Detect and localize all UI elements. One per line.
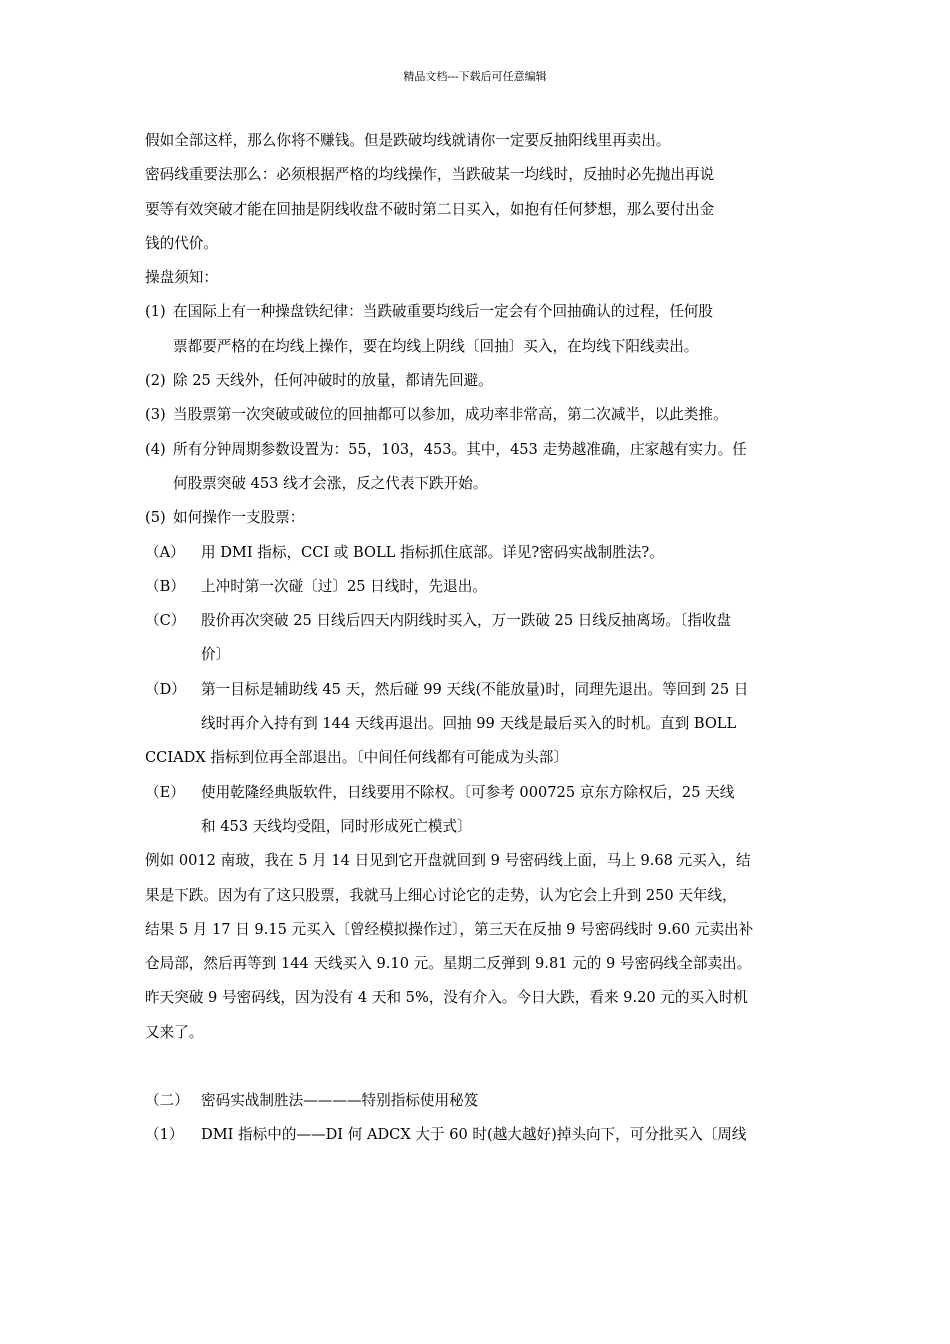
item-number: (1) bbox=[145, 303, 166, 321]
item-text: 除 25 天线外，任何冲破时的放量，都请先回避。 bbox=[173, 372, 493, 390]
item-text-continued: 线时再介入持有到 144 天线再退出。回抽 99 天线是最后买入的时机。直到 BOLL bbox=[201, 715, 737, 733]
paragraph: 假如全部这样，那么你将不赚钱。但是跌破均线就请你一定要反抽阳线里再卖出。 bbox=[145, 132, 671, 149]
item-number: (3) bbox=[145, 406, 166, 424]
section-heading: 操盘须知： bbox=[145, 269, 218, 287]
numbered-item bbox=[145, 295, 810, 329]
numbered-item bbox=[145, 433, 810, 467]
example-paragraph-line: 又来了。 bbox=[145, 1023, 204, 1041]
item-text-continued: 票都要严格的在均线上操作，要在均线上阴线〔回抽〕买入，在均线下阳线卖出。 bbox=[173, 337, 699, 355]
section-title-text: 密码实战制胜法————特别指标使用秘笈 bbox=[201, 1092, 479, 1110]
item-letter: （D） bbox=[145, 680, 186, 698]
item-text: 使用乾隆经典版软件，日线要用不除权。〔可参考 000725 京东方除权后，25 天线 bbox=[201, 783, 735, 801]
item-letter: （A） bbox=[145, 543, 185, 561]
numbered-item bbox=[145, 398, 810, 432]
lettered-item bbox=[145, 536, 810, 570]
item-text-continued: 何股票突破 453 线才会涨，反之代表下跌开始。 bbox=[173, 474, 488, 492]
item-number: (5) bbox=[145, 509, 166, 527]
section-number: （二） bbox=[145, 1092, 189, 1110]
item-number: (2) bbox=[145, 372, 166, 390]
item-text-continued: CCIADX 指标到位再全部退出。〔中间任何线都有可能成为头部〕 bbox=[145, 749, 568, 767]
example-paragraph-line: 昨天突破 9 号密码线，因为没有 4 天和 5%，没有介入。今日大跌，看来 9.20 元的买入时机 bbox=[145, 989, 748, 1007]
item-text: 用 DMI 指标，CCI 或 BOLL 指标抓住底部。详见?密码实战制胜法?。 bbox=[201, 543, 664, 561]
item-text: 第一目标是辅助线 45 天，然后碰 99 天线(不能放量)时，同理先退出。等回到 25 日 bbox=[201, 680, 749, 698]
lettered-item bbox=[145, 570, 810, 604]
numbered-item bbox=[145, 364, 810, 398]
page-header: 精品文档---下载后可任意编辑 bbox=[403, 70, 547, 83]
numbered-item bbox=[145, 1118, 810, 1152]
item-text: 如何操作一支股票： bbox=[173, 509, 305, 527]
item-text-continued: 价〕 bbox=[201, 646, 231, 664]
example-paragraph-line: 例如 0012 南玻，我在 5 月 14 日见到它开盘就回到 9 号密码线上面，马上 9.68 元买入，结 bbox=[145, 852, 751, 870]
lettered-item bbox=[145, 673, 810, 707]
item-text: 在国际上有一种操盘铁纪律：当跌破重要均线后一定会有个回抽确认的过程，任何股 bbox=[173, 303, 713, 321]
item-text: DMI 指标中的——DI 何 ADCX 大于 60 时(越大越好)掉头向下，可分批买入〔周线 bbox=[201, 1126, 747, 1144]
numbered-item bbox=[145, 501, 810, 535]
item-text: 股价再次突破 25 日线后四天内阴线时买入，万一跌破 25 日线反抽离场。〔指收盘 bbox=[201, 612, 731, 630]
document-body bbox=[145, 124, 810, 1153]
example-paragraph-line: 结果 5 月 17 日 9.15 元买入〔曾经模拟操作过〕，第三天在反抽 9 号密码线时 9.60 元卖出补 bbox=[145, 920, 754, 938]
item-letter: （E） bbox=[145, 783, 185, 801]
item-text: 所有分钟周期参数设置为：55，103，453。其中，453 走势越准确，庄家越有实力。任 bbox=[173, 440, 747, 458]
item-letter: （C） bbox=[145, 612, 186, 630]
lettered-item bbox=[145, 776, 810, 810]
paragraph: 要等有效突破才能在回抽是阴线收盘不破时第二日买入，如抱有任何梦想，那么要付出金 bbox=[145, 200, 715, 218]
section-title bbox=[145, 1084, 810, 1118]
lettered-item bbox=[145, 604, 810, 638]
example-paragraph-line: 果是下跌。因为有了这只股票，我就马上细心讨论它的走势，认为它会上升到 250 天年线， bbox=[145, 886, 737, 904]
item-text: 上冲时第一次碰〔过〕25 日线时，先退出。 bbox=[201, 577, 487, 595]
example-paragraph-line: 仓局部，然后再等到 144 天线买入 9.10 元。星期二反弹到 9.81 元的 9 号密码线全部卖出。 bbox=[145, 955, 752, 973]
paragraph: 密码线重要法那么：必须根据严格的均线操作，当跌破某一均线时，反抽时必先抛出再说 bbox=[145, 166, 715, 184]
item-letter: （B） bbox=[145, 577, 185, 595]
item-text: 当股票第一次突破或破位的回抽都可以参加，成功率非常高，第二次减半，以此类推。 bbox=[173, 406, 728, 424]
blank-line bbox=[145, 1050, 810, 1084]
item-text-continued: 和 453 天线均受阻，同时形成死亡模式〕 bbox=[201, 817, 472, 835]
paragraph: 钱的代价。 bbox=[145, 234, 218, 252]
item-number: （1） bbox=[145, 1126, 184, 1144]
item-number: (4) bbox=[145, 440, 166, 458]
